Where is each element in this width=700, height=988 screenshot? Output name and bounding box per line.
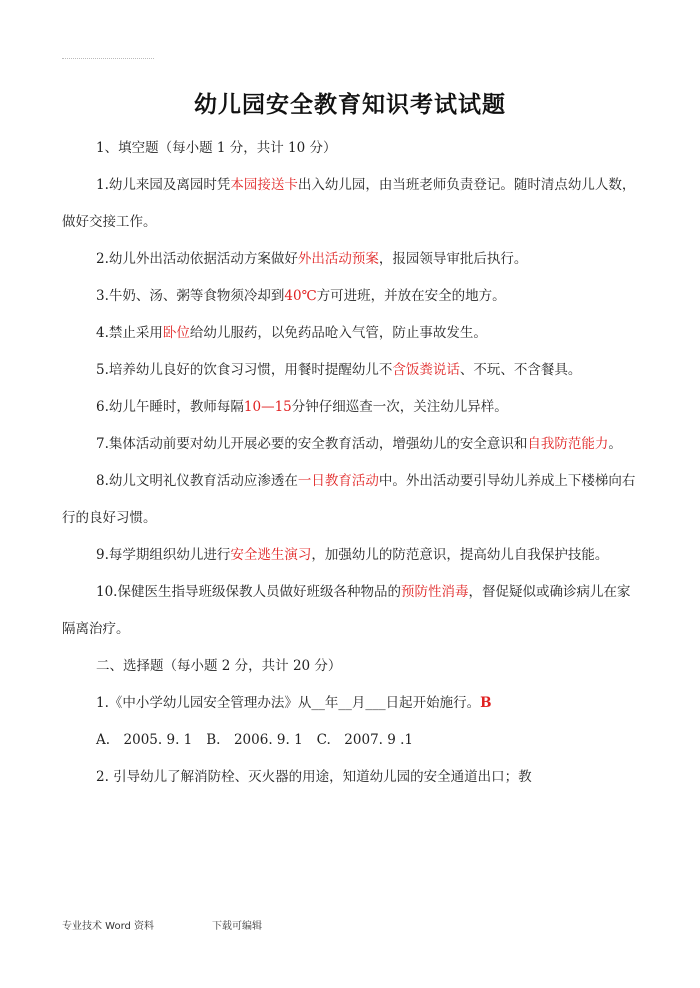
mc-question-2: 2. 引导幼儿了解消防栓、灭火器的用途，知道幼儿园的安全通道出口；教 — [96, 769, 532, 785]
question-6: 6.幼儿午睡时，教师每隔10—15分钟仔细巡查一次，关注幼儿异样。 — [96, 399, 508, 415]
mc-question-1: 1.《中小学幼儿园安全管理办法》从__年__月___日起开始施行。B — [96, 695, 492, 711]
question-2: 2.幼儿外出活动依据活动方案做好外出活动预案，报园领导审批后执行。 — [96, 251, 528, 267]
answer-7: 自我防范能力 — [527, 436, 609, 452]
section-heading-fill-blank: 1、填空题（每小题 1 分，共计 10 分） — [96, 140, 337, 156]
answer-1: 本园接送卡 — [230, 177, 298, 193]
option-b: B. 2006. 9. 1 — [206, 732, 303, 748]
option-a: A. 2005. 9. 1 — [96, 732, 193, 748]
question-5: 5.培养幼儿良好的饮食习习惯，用餐时提醒幼儿不含饭粪说话、不玩、不含餐具。 — [96, 362, 582, 378]
answer-6: 10—15 — [243, 399, 292, 415]
mc-answer-1: B — [480, 695, 492, 711]
question-8: 8.幼儿文明礼仪教育活动应渗透在一日教育活动中。外出活动要引导幼儿养成上下楼梯向右行的良好习惯。 — [62, 473, 636, 526]
footer-left: 专业技术 Word 资料 — [62, 921, 155, 932]
answer-9: 安全逃生演习 — [230, 547, 312, 563]
section-heading-multiple-choice: 二、选择题（每小题 2 分，共计 20 分） — [96, 658, 342, 674]
question-9: 9.每学期组织幼儿进行安全逃生演习，加强幼儿的防范意识，提高幼儿自我保护技能。 — [96, 547, 609, 563]
answer-2: 外出活动预案 — [297, 251, 379, 267]
question-1: 1.幼儿来园及离园时凭本园接送卡出入幼儿园，由当班老师负责登记。随时清点幼儿人数，做好交接工作。 — [62, 177, 636, 230]
question-3: 3.牛奶、汤、粥等食物须冷却到40℃方可进班，并放在安全的地方。 — [96, 288, 506, 304]
answer-8: 一日教育活动 — [297, 473, 379, 489]
header-rule — [62, 58, 154, 59]
page-title: 幼儿园安全教育知识考试试题 — [194, 91, 506, 118]
question-4: 4.禁止采用卧位给幼儿服药，以免药品呛入气管，防止事故发生。 — [96, 325, 487, 341]
mc-options-1 — [62, 722, 636, 759]
question-7: 7.集体活动前要对幼儿开展必要的安全教育活动，增强幼儿的安全意识和自我防范能力。 — [96, 436, 622, 452]
footer-right: 下载可编辑 — [212, 921, 262, 932]
answer-3: 40℃ — [284, 288, 317, 304]
answer-4: 卧位 — [162, 325, 190, 341]
answer-5: 含饭粪说话 — [392, 362, 460, 378]
question-10: 10.保健医生指导班级保教人员做好班级各种物品的预防性消毒，督促疑似或确诊病儿在家隔离治疗。 — [62, 584, 631, 637]
option-c: C. 2007. 9 .1 — [316, 732, 414, 748]
answer-10: 预防性消毒 — [400, 584, 469, 600]
exam-content — [62, 130, 636, 796]
